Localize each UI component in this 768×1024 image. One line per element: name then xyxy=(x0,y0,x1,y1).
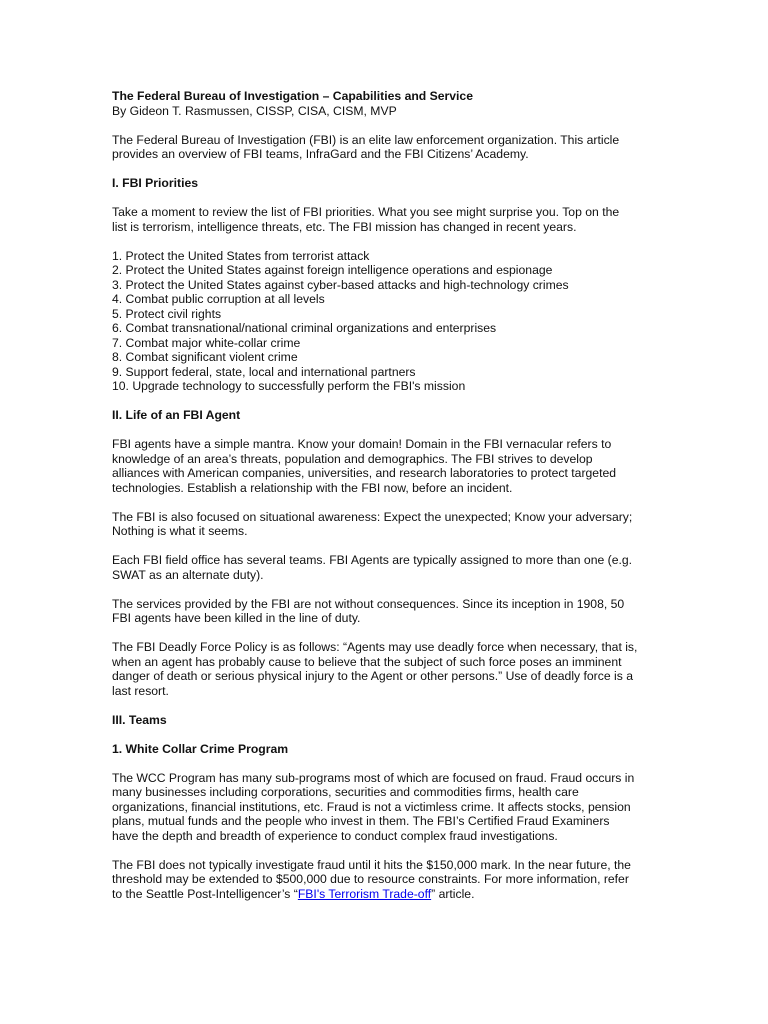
list-item: 6. Combat transnational/national criminal organizations and enterprises xyxy=(112,321,497,335)
document-title: The Federal Bureau of Investigation – Capabilities and Service xyxy=(112,89,473,103)
agent-paragraph-2 xyxy=(112,510,657,539)
text-line: organizations, financial institutions, etc. Fraud is not a victimless crime. It affects stocks, pension xyxy=(112,799,631,814)
text-line: danger of death or serious physical injury to the Agent or other persons.” Use of deadly force is a xyxy=(112,669,633,683)
agent-paragraph-3 xyxy=(112,553,657,582)
agent-paragraph-4 xyxy=(112,597,657,626)
text-line: list is terrorism, intelligence threats, etc. The FBI mission has changed in recent years. xyxy=(112,219,577,234)
link-prefix: to the Seattle Post-Intelligencer’s “ xyxy=(112,886,298,901)
priorities-intro-paragraph xyxy=(112,205,657,234)
text-line: Take a moment to review the list of FBI priorities. What you see might surprise you. Top on the xyxy=(112,205,620,219)
list-item: 10. Upgrade technology to successfully perform the FBI's mission xyxy=(112,379,466,393)
text-line-with-link xyxy=(112,887,657,902)
priorities-list xyxy=(112,249,657,394)
text-line: SWAT as an alternate duty). xyxy=(112,567,264,582)
text-line: have the depth and breadth of experience to conduct complex fraud investigations. xyxy=(112,828,558,843)
link-suffix: ” article. xyxy=(431,886,475,901)
subsection-heading-wcc: 1. White Collar Crime Program xyxy=(112,741,289,756)
text-line: Each FBI field office has several teams. FBI Agents are typically assigned to more than one (e.g. xyxy=(112,553,633,567)
text-line: when an agent has probably cause to believe that the subject of such force poses an imminent xyxy=(112,654,622,669)
text-line: technologies. Establish a relationship with the FBI now, before an incident. xyxy=(112,480,513,495)
intro-paragraph xyxy=(112,133,657,162)
text-line: knowledge of an area’s threats, population and demographics. The FBI strives to develop xyxy=(112,451,593,466)
text-line: FBI agents have been killed in the line of duty. xyxy=(112,611,361,625)
text-line: The FBI Deadly Force Policy is as follows: “Agents may use deadly force when necessary, that is, xyxy=(112,640,638,654)
list-item: 3. Protect the United States against cyber-based attacks and high-technology crimes xyxy=(112,277,569,292)
byline: By Gideon T. Rasmussen, CISSP, CISA, CISM, MVP xyxy=(112,103,397,118)
text-line: threshold may be extended to $500,000 due to resource constraints. For more information, refer xyxy=(112,872,629,886)
text-line: last resort. xyxy=(112,683,169,698)
list-item: 5. Protect civil rights xyxy=(112,306,222,321)
text-line: The services provided by the FBI are not without consequences. Since its inception in 1908, 50 xyxy=(112,596,625,611)
text-line: The FBI is also focused on situational awareness: Expect the unexpected; Know your adversary; xyxy=(112,509,633,524)
list-item: 8. Combat significant violent crime xyxy=(112,350,298,364)
list-item: 9. Support federal, state, local and international partners xyxy=(112,364,416,379)
text-line: The WCC Program has many sub-programs most of which are focused on fraud. Fraud occurs in xyxy=(112,770,635,785)
agent-paragraph-5 xyxy=(112,640,657,698)
text-line: Nothing is what it seems. xyxy=(112,524,248,538)
text-line: FBI agents have a simple mantra. Know your domain! Domain in the FBI vernacular refers to xyxy=(112,437,612,451)
text-line: plans, mutual funds and the people who invest in them. The FBI’s Certified Fraud Examiners xyxy=(112,814,610,828)
section-heading-agent-life: II. Life of an FBI Agent xyxy=(112,408,241,422)
text-line: The Federal Bureau of Investigation (FBI) is an elite law enforcement organization. This article xyxy=(112,132,620,147)
section-heading-teams: III. Teams xyxy=(112,712,167,727)
wcc-paragraph-1 xyxy=(112,771,657,844)
text-line: provides an overview of FBI teams, InfraGard and the FBI Citizens’ Academy. xyxy=(112,147,529,161)
list-item: 1. Protect the United States from terrorist attack xyxy=(112,248,370,263)
text-line: many businesses including corporations, securities and commodities firms, health care xyxy=(112,785,579,799)
document-page xyxy=(112,89,657,901)
list-item: 7. Combat major white-collar crime xyxy=(112,335,301,350)
agent-paragraph-1 xyxy=(112,437,657,495)
text-line: The FBI does not typically investigate fraud until it hits the $150,000 mark. In the near future, the xyxy=(112,857,631,872)
list-item: 2. Protect the United States against foreign intelligence operations and espionage xyxy=(112,263,553,277)
section-heading-priorities: I. FBI Priorities xyxy=(112,176,199,190)
wcc-paragraph-2 xyxy=(112,858,657,902)
terrorism-trade-off-link[interactable]: FBI's Terrorism Trade-off xyxy=(297,886,432,901)
list-item: 4. Combat public corruption at all levels xyxy=(112,292,325,306)
text-line: alliances with American companies, universities, and research laboratories to protect targeted xyxy=(112,466,617,480)
